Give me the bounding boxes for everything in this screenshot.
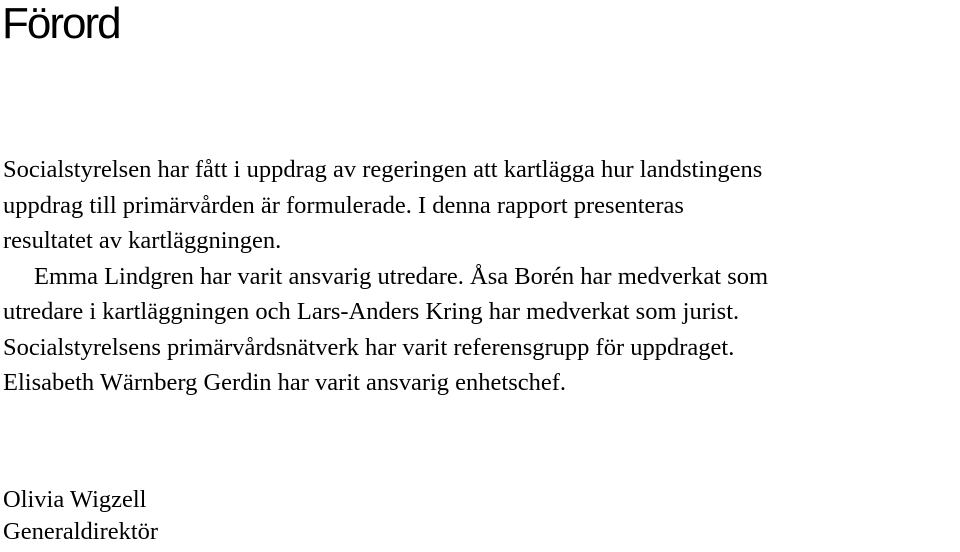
paragraph-line-4: Emma Lindgren har varit ansvarig utredare. Åsa Borén har medverkat som <box>34 262 769 290</box>
signature-block <box>3 484 158 548</box>
paragraph-line-2: uppdrag till primärvården är formulerade. I denna rapport presenteras <box>3 191 684 219</box>
paragraph-line-1: Socialstyrelsen har fått i uppdrag av regeringen att kartlägga hur landstingens <box>3 156 763 183</box>
foreword-body <box>3 152 958 401</box>
page-title: Förord <box>2 0 120 48</box>
paragraph-line-7: Elisabeth Wärnberg Gerdin har varit ansvarig enhetschef. <box>3 369 567 396</box>
paragraph-line-3: resultatet av kartläggningen. <box>3 227 282 254</box>
signatory-name: Olivia Wigzell <box>3 486 147 513</box>
paragraph-line-6: Socialstyrelsens primärvårdsnätverk har varit referensgrupp för uppdraget. <box>3 333 735 361</box>
paragraph-line-5: utredare i kartläggningen och Lars-Anders Kring har medverkat som jurist. <box>3 298 740 325</box>
signatory-title: Generaldirektör <box>3 518 159 545</box>
